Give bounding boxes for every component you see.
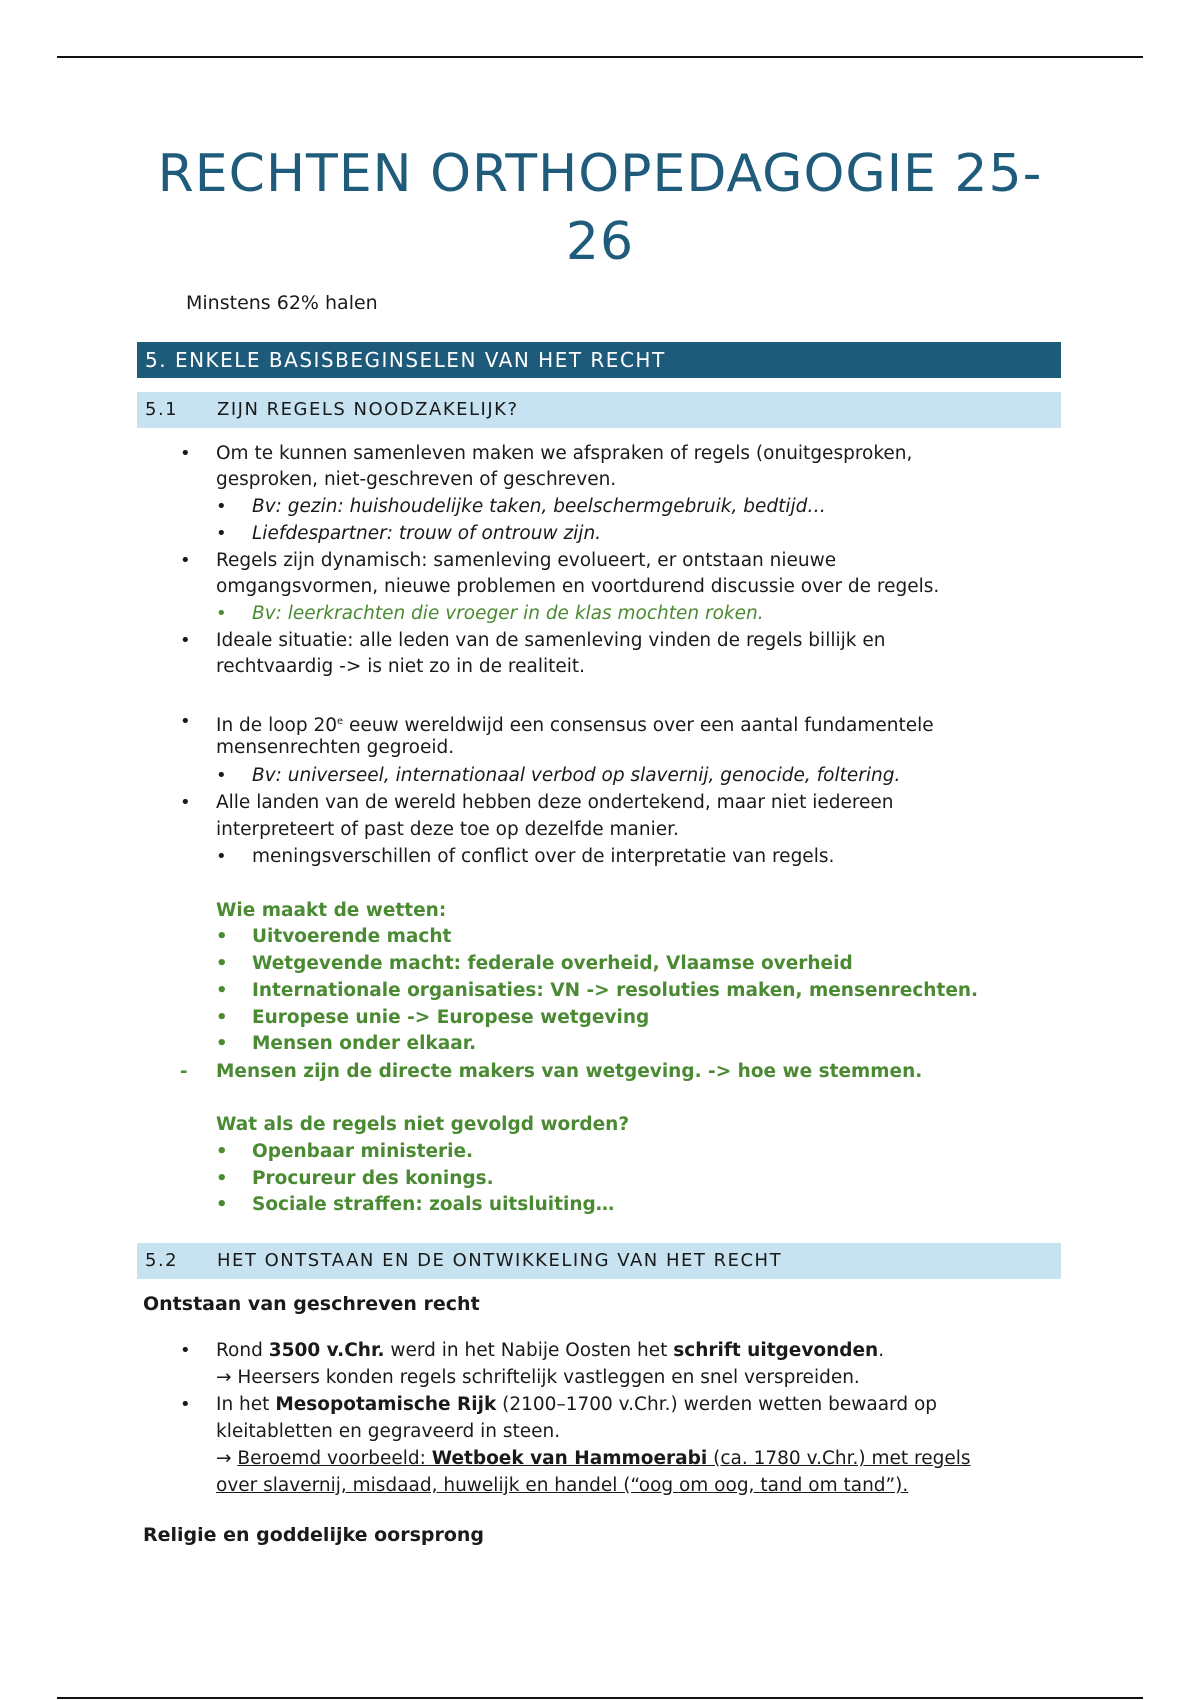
bullet: • — [216, 980, 228, 1001]
list-item: Regels zijn dynamisch: samenleving evolueert, er ontstaan nieuwe — [216, 550, 837, 571]
bullet: • — [180, 443, 191, 464]
sub-list-item: Bv: universeel, internationaal verbod op slavernij, genocide, foltering. — [252, 765, 901, 786]
section-title: HET ONTSTAAN EN DE ONTWIKKELING VAN HET RECHT — [217, 1250, 783, 1271]
superscript: e — [337, 716, 344, 727]
text-run-underline: (ca. 1780 v.Chr.) met regels — [707, 1448, 971, 1469]
green-subheading: Wat als de regels niet gevolgd worden? — [216, 1114, 630, 1135]
sub-list-item: Bv: gezin: huishoudelijke taken, beelschermgebruik, bedtijd… — [252, 496, 826, 517]
section-number: 5.1 — [145, 399, 179, 420]
list-item-cont: interpreteert of past deze toe op dezelfde manier. — [216, 819, 679, 840]
title-line-2: 26 — [565, 212, 635, 272]
green-list-item: Mensen onder elkaar. — [252, 1033, 477, 1054]
sub-list-item: Bv: leerkrachten die vroeger in de klas mochten roken. — [252, 603, 764, 624]
text-run-bold: 3500 v.Chr. — [268, 1340, 385, 1361]
bullet: • — [216, 926, 228, 947]
list-item: Ideale situatie: alle leden van de samenleving vinden de regels billijk en — [216, 630, 886, 651]
bullet: • — [216, 1194, 228, 1215]
green-list-item: Europese unie -> Europese wetgeving — [252, 1007, 650, 1028]
text-run: eeuw wereldwijd een consensus over een aantal fundamentele — [343, 715, 934, 737]
bullet: • — [216, 603, 227, 624]
section-title: ZIJN REGELS NOODZAKELIJK? — [217, 399, 519, 420]
text-run: . — [878, 1340, 885, 1361]
list-item — [216, 1392, 937, 1418]
list-item-cont: kleitabletten en gegraveerd in steen. — [216, 1421, 561, 1442]
list-item: Om te kunnen samenleven maken we afspraken of regels (onuitgesproken, — [216, 443, 913, 464]
section-number: 5.2 — [145, 1250, 179, 1271]
section-5-heading: 5. ENKELE BASISBEGINSELEN VAN HET RECHT — [137, 342, 1061, 378]
bullet: • — [216, 953, 228, 974]
text-run: In de loop 20 — [216, 715, 338, 737]
list-item-cont: → Heersers konden regels schriftelijk vastleggen en snel verspreiden. — [216, 1367, 860, 1388]
text-run-bold-underline: Wetboek van Hammoerabi — [431, 1448, 708, 1469]
list-item-cont: over slavernij, misdaad, huwelijk en handel (“oog om oog, tand om tand”). — [216, 1475, 909, 1496]
bottom-rule — [57, 1697, 1143, 1699]
bullet: • — [180, 792, 191, 813]
text-run: (2100–1700 v.Chr.) werden wetten bewaard op — [496, 1394, 938, 1415]
bullet: • — [180, 550, 191, 571]
dash-bullet: - — [180, 1061, 188, 1082]
bullet: • — [216, 765, 227, 786]
list-item: Alle landen van de wereld hebben deze ondertekend, maar niet iedereen — [216, 792, 894, 813]
sub-list-item: meningsverschillen of conflict over de interpretatie van regels. — [252, 846, 835, 867]
text-run-bold: schrift uitgevonden — [673, 1340, 879, 1361]
subtitle: Minstens 62% halen — [186, 292, 378, 314]
bullet: • — [180, 1394, 191, 1415]
list-item — [216, 1338, 884, 1364]
sub-list-item: Liefdespartner: trouw of ontrouw zijn. — [252, 523, 602, 544]
text-run: In het — [216, 1394, 276, 1415]
section-5-1-heading — [137, 392, 1061, 428]
list-item-cont: gesproken, niet-geschreven of geschreven. — [216, 469, 617, 490]
bullet: • — [216, 1168, 228, 1189]
green-list-item: Procureur des konings. — [252, 1168, 494, 1189]
green-list-item: Openbaar ministerie. — [252, 1141, 474, 1162]
top-rule — [57, 56, 1143, 58]
section-5-2-heading — [137, 1243, 1061, 1279]
green-list-item: Internationale organisaties: VN -> resoluties maken, mensenrechten. — [252, 980, 979, 1001]
subheading: Religie en goddelijke oorsprong — [143, 1524, 485, 1546]
title-line-1: RECHTEN ORTHOPEDAGOGIE 25- — [157, 144, 1043, 204]
green-list-item: Uitvoerende macht — [252, 926, 452, 947]
bullet: • — [180, 711, 191, 732]
bullet: • — [180, 630, 191, 651]
bullet: • — [216, 496, 227, 517]
text-run-bold: Mesopotamische Rijk — [275, 1394, 497, 1415]
bullet: • — [216, 523, 227, 544]
text-run-underline: Beroemd voorbeeld: — [237, 1448, 432, 1469]
bullet: • — [216, 1033, 228, 1054]
text-run: → — [216, 1448, 238, 1469]
document-title — [120, 140, 1080, 276]
bullet: • — [180, 1340, 191, 1361]
list-item-cont — [216, 1446, 971, 1472]
text-run: Rond — [216, 1340, 269, 1361]
bullet: • — [216, 846, 227, 867]
subheading: Ontstaan van geschreven recht — [143, 1293, 480, 1315]
text-run: werd in het Nabije Oosten het — [384, 1340, 674, 1361]
list-item-cont: rechtvaardig -> is niet zo in de realiteit. — [216, 656, 586, 677]
green-dash-item: Mensen zijn de directe makers van wetgeving. -> hoe we stemmen. — [216, 1061, 923, 1082]
green-list-item: Sociale straffen: zoals uitsluiting… — [252, 1194, 615, 1215]
list-item-cont: mensenrechten gegroeid. — [216, 737, 455, 758]
bullet: • — [216, 1007, 228, 1028]
green-list-item: Wetgevende macht: federale overheid, Vlaamse overheid — [252, 953, 853, 974]
list-item-cont: omgangsvormen, nieuwe problemen en voortdurend discussie over de regels. — [216, 576, 940, 597]
bullet: • — [216, 1141, 228, 1162]
green-subheading: Wie maakt de wetten: — [216, 900, 447, 921]
